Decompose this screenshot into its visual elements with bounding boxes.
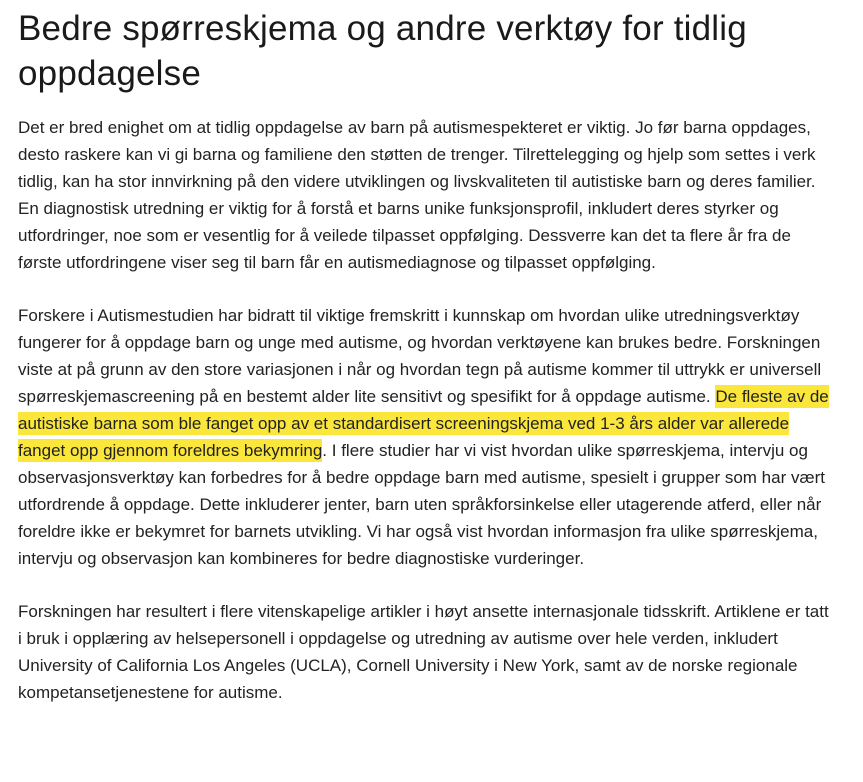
highlighted-text: De fleste av de autistiske barna som ble fanget opp av et standardisert screeningskjema ved 1-3 års alder var allerede fanget opp gjennom foreldres bekymring: [18, 387, 829, 460]
article-title: Bedre spørreskjema og andre verktøy for tidlig oppdagelse: [18, 9, 747, 93]
article-paragraph-2: [18, 302, 833, 572]
article-paragraph-3: Forskningen har resultert i flere vitenskapelige artikler i høyt ansette internasjonale tidsskrift. Artiklene er tatt i bruk i opplæring av helsepersonell i oppdagelse og utredning av autisme over hele verden, inkludert University of California Los Angeles (UCLA), Cornell University i New York, samt av de norske regionale kompetansetjenestene for autisme.: [18, 602, 829, 702]
paragraph-2-text-before: Forskere i Autismestudien har bidratt til viktige fremskritt i kunnskap om hvordan ulike utredningsverktøy fungerer for å oppdage barn og unge med autisme, og hvordan verktøyene kan brukes bedre. Forskningen viste at på grunn av den store variasjonen i når og hvordan tegn på autisme kommer til uttrykk er universell spørreskjemascreening på en bestemt alder lite sensitivt og spesifikt for å oppdage autisme.: [18, 306, 822, 406]
article-paragraph-1: Det er bred enighet om at tidlig oppdagelse av barn på autismespekteret er viktig. Jo før barna oppdages, desto raskere kan vi gi barna og familiene den støtten de trenger. Tilrettelegging og hjelp som settes i verk tidlig, kan ha stor innvirkning på den videre utviklingen og livskvaliteten til autistiske barn og deres familier. En diagnostisk utredning er viktig for å forstå et barns unike funksjonsprofil, inkludert deres styrker og utfordringer, noe som er vesentlig for å veilede tilpasset oppfølging. Dessverre kan det ta flere år fra de første utfordringene viser seg til barn får en autismediagnose og tilpasset oppfølging.: [18, 118, 816, 272]
paragraph-2-text-after: . I flere studier har vi vist hvordan ulike spørreskjema, intervju og observasjonsverktøy kan forbedres for å bedre oppdage barn med autisme, spesielt i grupper som har vært utfordrende å oppdage. Dette inkluderer jenter, barn uten språkforsinkelse eller utagerende atferd, eller når foreldre ikke er bekymret for barnets utvikling. Vi har også vist hvordan informasjon fra ulike spørreskjema, intervju og observasjon kan kombineres for bedre diagnostiske vurderinger.: [18, 441, 825, 568]
